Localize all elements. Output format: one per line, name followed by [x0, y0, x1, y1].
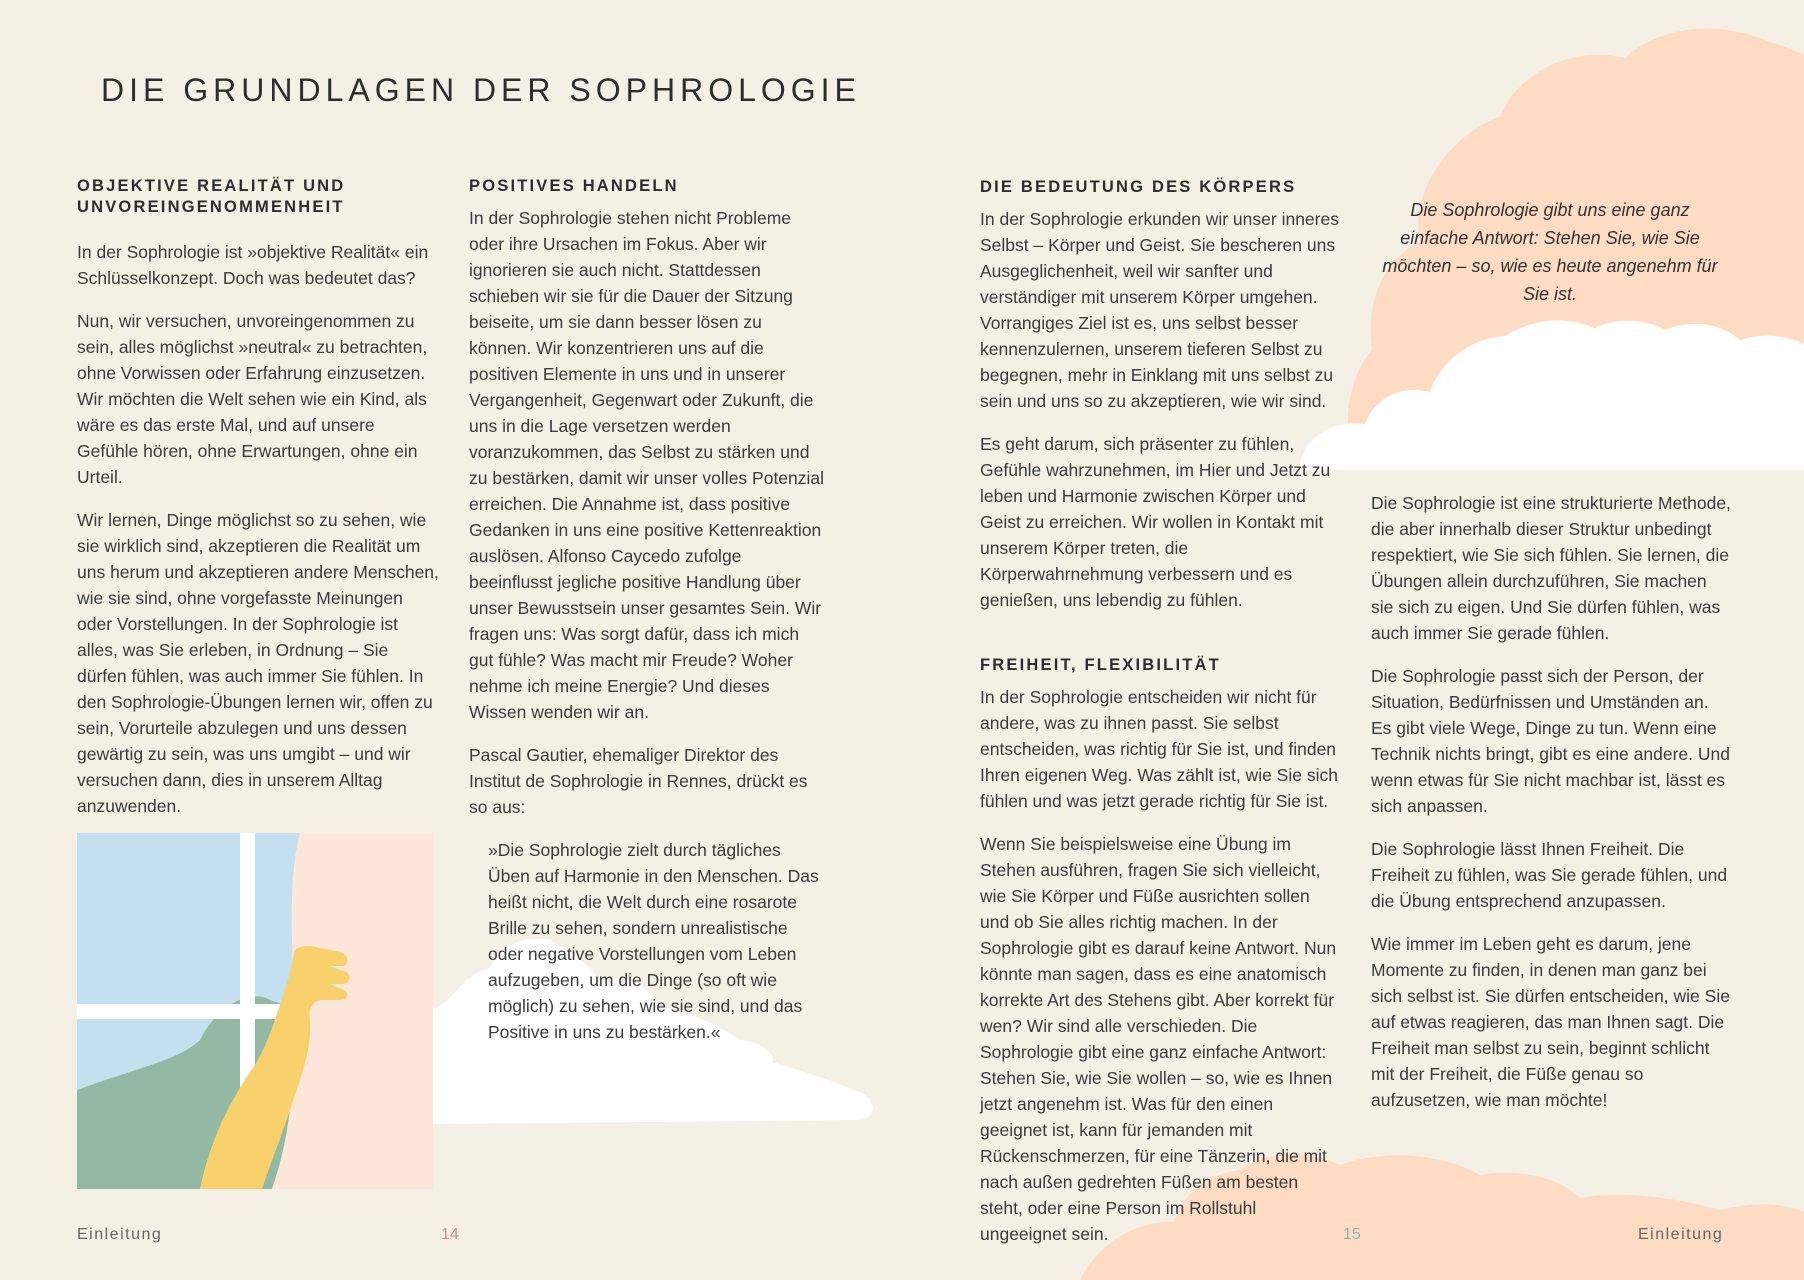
section-heading: POSITIVES HANDELN [469, 177, 679, 195]
paragraph: Es geht darum, sich präsenter zu fühlen, Gefühle wahrzunehmen, im Hier und Jetzt zu leben und Harmonie zwischen Körper und Geist zu erreichen. Wir wollen in Kontakt mit unserem Körper treten, die Körperwahrnehmung verbessern und es genießen, uns lebendig zu fühlen. [980, 434, 1331, 610]
block-quote: »Die Sophrologie zielt durch tägliches Üben auf Harmonie in den Menschen. Das heißt nicht, die Welt durch eine rosarote Brille zu sehen, sondern unrealistische oder negative Vorstellungen vom Leben aufzugeben, um die Dinge (so oft wie möglich) zu sehen, wie sie sind, und das Positive in uns zu bestärken.« [488, 840, 819, 1042]
paragraph: In der Sophrologie stehen nicht Probleme oder ihre Ursachen im Fokus. Aber wir ignorieren sie auch nicht. Stattdessen schieben wir sie für die Dauer der Sitzung beiseite, um sie dann besser lösen zu können. Wir konzentrieren uns auf die positiven Elemente in uns und in unserer Vergangenheit, Gegenwart oder Zukunft, die uns in die Lage versetzen werden voranzukommen, das Selbst zu stärken und zu bestärken, damit wir unser volles Potenzial erreichen. Die Annahme ist, dass positive Gedanken in uns eine positive Kettenreaktion auslösen. Alfonso Caycedo zufolge beeinflusst jegliche positive Handlung über unser Bewusstsein unser gesamtes Sein. Wir fragen uns: Was sorgt dafür, dass ich mich gut fühle? Was macht mir Freude? Woher nehme ich meine Energie? Und dieses Wissen wenden wir an. [469, 208, 825, 722]
window-illustration [77, 833, 433, 1189]
section-heading: OBJEKTIVE REALITÄT UND UNVOREINGENOMMENHEIT [77, 177, 346, 216]
paragraph: Nun, wir versuchen, unvoreingenommen zu sein, alles möglichst »neutral« zu betrachten, ohne Vorwissen oder Erfahrung einzusetzen. Wir möchten die Welt sehen wie ein Kind, als wäre es das erste Mal, und auf unsere Gefühle hören, ohne Erwartungen, ohne ein Urteil. [77, 311, 428, 487]
page-number-left: 14 [441, 1226, 459, 1243]
column-body-importance [980, 177, 1340, 1264]
pull-quote: Die Sophrologie gibt uns eine ganz einfache Antwort: Stehen Sie, wie Sie möchten – so, wie es heute angenehm für Sie ist. [1382, 200, 1718, 304]
paragraph: In der Sophrologie ist »objektive Realität« ein Schlüsselkonzept. Doch was bedeutet das? [77, 242, 429, 288]
column-objective-reality [77, 176, 439, 836]
paragraph: In der Sophrologie entscheiden wir nicht für andere, was zu ihnen passt. Sie selbst entscheiden, was richtig für Sie ist, und finden Ihren eigenen Weg. Was zählt ist, wie Sie sich fühlen und was jetzt gerade richtig für Sie ist. [980, 687, 1338, 811]
section-heading: DIE BEDEUTUNG DES KÖRPERS [980, 178, 1297, 196]
section-heading: FREIHEIT, FLEXIBILITÄT [980, 656, 1221, 674]
column-structured-method [1371, 490, 1733, 1130]
page-title: DIE GRUNDLAGEN DER SOPHROLOGIE [101, 72, 861, 108]
paragraph: Die Sophrologie ist eine strukturierte Methode, die aber innerhalb dieser Struktur unbedingt respektiert, wie Sie sich fühlen. Sie lernen, die Übungen allein durchzuführen, Sie machen sie sich zu eigen. Und Sie dürfen fühlen, was auch immer Sie gerade fühlen. [1371, 493, 1731, 643]
paragraph: Wir lernen, Dinge möglichst so zu sehen, wie sie wirklich sind, akzeptieren die Realität um uns herum und akzeptieren andere Menschen, wie sie sind, ohne vorgefasste Meinungen oder Vorstellungen. In der Sophrologie ist alles, was Sie erleben, in Ordnung – Sie dürfen fühlen, was auch immer Sie fühlen. In den Sophrologie-Übungen lernen wir, offen zu sein, Vorurteile abzulegen und uns dessen gewärtig zu sein, was uns umgibt – und wir versuchen dann, dies in unserem Alltag anzuwenden. [77, 510, 439, 816]
paragraph: Wie immer im Leben geht es darum, jene Momente zu finden, in denen man ganz bei sich selbst ist. Sie dürfen entscheiden, wie Sie auf etwas reagieren, das man Ihnen sagt. Die Freiheit man selbst zu sein, beginnt schlicht mit der Freiheit, die Füße genau so aufzusetzen, wie man möchte! [1371, 934, 1730, 1110]
page-number-right: 15 [1343, 1226, 1361, 1243]
paragraph: Pascal Gautier, ehemaliger Direktor des Institut de Sophrologie in Rennes, drückt es so aus: [469, 745, 808, 817]
paragraph: Die Sophrologie lässt Ihnen Freiheit. Die Freiheit zu fühlen, was Sie gerade fühlen, und die Übung entsprechend anzupassen. [1371, 839, 1728, 911]
footer-left-chapter: Einleitung [77, 1226, 163, 1243]
column-positive-action [469, 176, 825, 1062]
paragraph: In der Sophrologie erkunden wir unser inneres Selbst – Körper und Geist. Sie bescheren uns Ausgeglichenheit, weil wir sanfter und verständiger mit unserem Körper umgehen. Vorrangiges Ziel ist es, uns selbst besser kennenzulernen, unserem tieferen Selbst zu begegnen, mehr in Einklang mit uns selbst zu sein und uns so zu akzeptieren, wie wir sind. [980, 209, 1339, 411]
paragraph: Wenn Sie beispielsweise eine Übung im Stehen ausführen, fragen Sie sich vielleicht, wie Sie Körper und Füße ausrichten sollen und ob Sie alles richtig machen. In der Sophrologie gibt es darauf keine Antwort. Nun könnte man sagen, dass es eine anatomisch korrekte Art des Stehens gibt. Aber korrekt für wen? Wir sind alle verschieden. Die Sophrologie gibt eine ganz einfache Antwort: Stehen Sie, wie Sie wollen – so, wie es Ihnen jetzt angenehm ist. Was für den einen geeignet ist, kann für jemanden mit Rückenschmerzen, für eine Tänzerin, die mit nach außen gedrehten Füßen am besten steht, oder eine Person im Rollstuhl ungeeignet sein. [980, 834, 1337, 1244]
paragraph: Die Sophrologie passt sich der Person, der Situation, Bedürfnissen und Umständen an. Es gibt viele Wege, Dinge zu tun. Wenn eine Technik nichts bringt, gibt es eine andere. Und wenn etwas für Sie nicht machbar ist, lässt es sich anpassen. [1371, 666, 1730, 816]
footer-right-chapter: Einleitung [1638, 1226, 1724, 1243]
